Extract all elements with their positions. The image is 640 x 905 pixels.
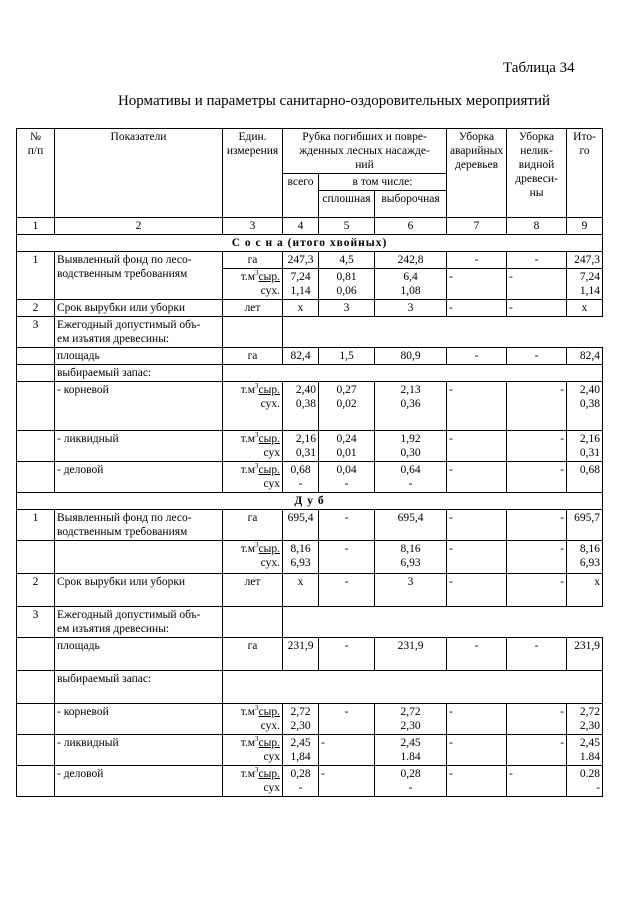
row-unit: га [223,510,283,541]
header-unit: Един. измерения [223,129,283,218]
value-cell: - [447,252,507,269]
blank-cell [283,607,603,638]
value-cell: 6,4 1,08 [375,269,447,300]
row-label: Выявленный фонд по лесо- водственным требованиям [55,510,223,541]
value-cell: 0,27 0,02 [319,382,375,431]
value-cell: 1,92 0,30 [375,431,447,462]
value-cell: 231,9 [567,638,603,671]
value-cell: 242,8 [375,252,447,269]
value-cell: 247,3 [567,252,603,269]
row-num [17,671,55,704]
row-num [17,541,55,574]
value-cell: - [319,638,375,671]
value-cell: 247,3 [283,252,319,269]
value-cell: 2,16 0,31 [283,431,319,462]
index-cell: 2 [55,218,223,235]
header-selective: выборочная [375,191,447,218]
row-label: - ликвидный [55,735,223,766]
index-cell: 6 [375,218,447,235]
table-row [17,462,603,493]
table-row [17,704,603,735]
row-num [17,735,55,766]
value-cell: - [507,766,567,797]
value-cell: - [507,510,567,541]
unit-prefix: т.м [240,706,256,718]
value-cell: - [319,735,375,766]
table-row [17,348,603,365]
unit-sup: 3 [255,269,259,278]
value-cell: 2,40 0,38 [567,382,603,431]
unit-dry: сух [263,447,280,459]
value-cell: - [447,510,507,541]
index-cell: 7 [447,218,507,235]
row-label: - ликвидный [55,431,223,462]
value-cell: 1,5 [319,348,375,365]
row-num [17,348,55,365]
blank-cell [223,365,603,382]
table-row [17,382,603,431]
value-cell: 0.28 - [567,766,603,797]
index-cell: 5 [319,218,375,235]
row-unit: га [223,638,283,671]
value-cell: х [283,574,319,607]
unit-raw: сыр. [258,271,280,283]
row-num [17,382,55,431]
value-cell: - [319,541,375,574]
value-cell: - [447,638,507,671]
row-num: 2 [17,300,55,317]
value-cell: - [507,382,567,431]
row-label: - корневой [55,382,223,431]
value-cell: 8,16 6,93 [283,541,319,574]
value-cell: 0,68 [567,462,603,493]
row-label: Срок вырубки или уборки [55,300,223,317]
table-row [17,365,603,382]
value-cell: 8,16 6,93 [375,541,447,574]
index-cell: 8 [507,218,567,235]
row-label: Ежегодный допустимый объ- ем изъятия древесины: [55,607,223,638]
row-unit [223,269,283,300]
table-row [17,300,603,317]
row-num: 3 [17,317,55,348]
value-cell: - [507,431,567,462]
row-label: выбираемый запас: [55,365,223,382]
value-cell: 231,9 [375,638,447,671]
table-row [17,671,603,704]
unit-sup: 3 [255,382,259,391]
row-unit [223,317,283,348]
unit-dry: сух [263,751,280,763]
unit-dry: сух [263,782,280,794]
row-num: 2 [17,574,55,607]
unit-sup: 3 [255,431,259,440]
unit-sup: 3 [255,766,259,775]
value-cell: 82,4 [283,348,319,365]
row-label: площадь [55,638,223,671]
unit-dry: сух. [260,720,280,732]
row-label: Ежегодный допустимый объ- ем изъятия древесины: [55,317,223,348]
value-cell: - [447,704,507,735]
table-row [17,252,603,269]
value-cell: 2,72 2,30 [567,704,603,735]
unit-prefix: т.м [240,384,256,396]
unit-raw: сыр. [258,464,280,476]
row-num: 1 [17,510,55,541]
value-cell: 3 [375,300,447,317]
unit-raw: сыр. [258,737,280,749]
header-indicator: Показатели [55,129,223,218]
row-unit [223,382,283,431]
value-cell: 2,45 1.84 [567,735,603,766]
row-num [17,365,55,382]
header-solid: сплошная [319,191,375,218]
value-cell: - [507,574,567,607]
value-cell: 0,64 - [375,462,447,493]
value-cell: 0,24 0,01 [319,431,375,462]
value-cell: х [567,300,603,317]
unit-raw: сыр. [258,768,280,780]
value-cell: - [507,541,567,574]
unit-sup: 3 [255,462,259,471]
value-cell: 2,13 0,36 [375,382,447,431]
value-cell: 2,16 0,31 [567,431,603,462]
value-cell: - [447,300,507,317]
value-cell: - [507,348,567,365]
unit-sup: 3 [255,541,259,550]
row-label: Срок вырубки или уборки [55,574,223,607]
row-num [17,704,55,735]
value-cell: - [447,541,507,574]
header-row [17,129,603,174]
value-cell: 82,4 [567,348,603,365]
value-cell: - [447,574,507,607]
index-cell: 4 [283,218,319,235]
section-title-pine: С о с н а (итого хвойных) [17,235,603,252]
value-cell: 695,4 [283,510,319,541]
unit-prefix: т.м [240,433,256,445]
unit-prefix: т.м [240,543,256,555]
value-cell: 4,5 [319,252,375,269]
value-cell: - [319,766,375,797]
index-cell: 1 [17,218,55,235]
value-cell: - [507,300,567,317]
row-unit [223,704,283,735]
unit-raw: сыр. [258,433,280,445]
unit-prefix: т.м [240,464,256,476]
table-row [17,638,603,671]
section-row [17,235,603,252]
header-num: № п/п [17,129,55,218]
index-row [17,218,603,235]
value-cell: 0,04 - [319,462,375,493]
value-cell: 2,40 0,38 [283,382,319,431]
table-caption: Нормативы и параметры санитарно-оздоровительных мероприятий [117,93,551,109]
header-unliquid: Уборка нелик- видной древеси- ны [507,129,567,218]
value-cell: 3 [319,300,375,317]
row-label: - деловой [55,462,223,493]
row-num: 3 [17,607,55,638]
header-sum: Ито- го [567,129,603,218]
table-row [17,607,603,638]
row-label: Выявленный фонд по лесо- водственным требованиям [55,252,223,300]
row-num [17,638,55,671]
row-label: - деловой [55,766,223,797]
unit-raw: сыр. [258,384,280,396]
table-number-label: Таблица 34 [503,60,575,76]
value-cell: - [319,574,375,607]
value-cell: - [447,431,507,462]
value-cell: 0,28 - [283,766,319,797]
unit-prefix: т.м [240,737,256,749]
unit-dry: сух [263,478,280,490]
value-cell: 2,72 2,30 [375,704,447,735]
header-total: всего [283,174,319,218]
value-cell: - [507,735,567,766]
value-cell: 3 [375,574,447,607]
row-label: площадь [55,348,223,365]
blank-cell [283,317,603,348]
value-cell: - [447,462,507,493]
unit-dry: сух. [260,398,280,410]
row-label: - корневой [55,704,223,735]
index-cell: 9 [567,218,603,235]
unit-prefix: т.м [240,271,256,283]
value-cell: х [283,300,319,317]
header-emergency: Уборка аварийных деревьев [447,129,507,218]
unit-dry: сух. [260,557,280,569]
value-cell: 7,24 1,14 [567,269,603,300]
value-cell: - [447,382,507,431]
value-cell: 8,16 6,93 [567,541,603,574]
table-row [17,510,603,541]
unit-dry: сух. [260,285,280,297]
value-cell: - [507,462,567,493]
row-unit: лет [223,574,283,607]
table-row [17,431,603,462]
value-cell: 231,9 [283,638,319,671]
row-unit [223,607,283,638]
value-cell: 2,72 2,30 [283,704,319,735]
value-cell: - [447,766,507,797]
row-num [17,462,55,493]
value-cell: - [507,704,567,735]
row-num: 1 [17,252,55,300]
header-incl: в том числе: [319,174,447,191]
row-unit: лет [223,300,283,317]
value-cell: - [507,269,567,300]
unit-prefix: т.м [240,768,256,780]
row-label [55,541,223,574]
index-cell: 3 [223,218,283,235]
value-cell: - [319,704,375,735]
value-cell: 695,7 [567,510,603,541]
row-unit [223,735,283,766]
table-row [17,735,603,766]
value-cell: 80,9 [375,348,447,365]
norms-table [16,128,603,797]
value-cell: 695,4 [375,510,447,541]
row-unit: га [223,252,283,269]
table-row [17,541,603,574]
value-cell: 2,45 1,84 [283,735,319,766]
value-cell: - [319,510,375,541]
table-row [17,574,603,607]
row-num [17,766,55,797]
value-cell: 0,28 - [375,766,447,797]
blank-cell [223,671,603,704]
table-row [17,766,603,797]
row-unit [223,462,283,493]
row-num [17,431,55,462]
value-cell: 0,81 0,06 [319,269,375,300]
value-cell: - [447,348,507,365]
unit-raw: сыр. [258,706,280,718]
value-cell: 0,68 - [283,462,319,493]
value-cell: 7,24 1,14 [283,269,319,300]
unit-sup: 3 [255,735,259,744]
table-row [17,317,603,348]
unit-sup: 3 [255,704,259,713]
section-row [17,493,603,510]
row-unit [223,766,283,797]
value-cell: - [447,269,507,300]
row-label: выбираемый запас: [55,671,223,704]
value-cell: - [507,638,567,671]
row-unit: га [223,348,283,365]
value-cell: х [567,574,603,607]
value-cell: - [507,252,567,269]
value-cell: - [447,735,507,766]
value-cell: 2,45 1.84 [375,735,447,766]
section-title-oak: Д у б [17,493,603,510]
header-felling: Рубка погибших и повре- жденных лесных насажде- ний [283,129,447,174]
row-unit [223,431,283,462]
unit-raw: сыр. [258,543,280,555]
row-unit [223,541,283,574]
